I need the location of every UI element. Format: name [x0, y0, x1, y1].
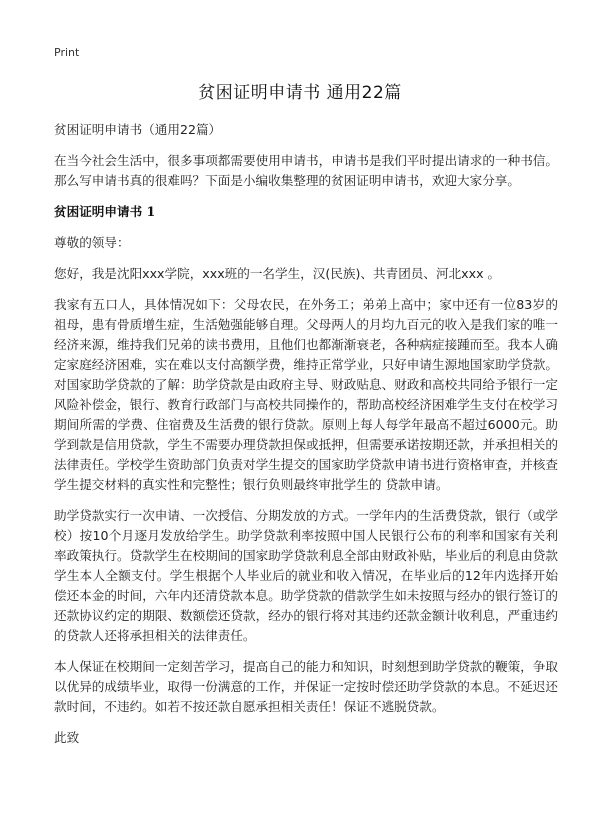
intro-paragraph: 在当今社会生活中，很多事项都需要使用申请书，申请书是我们平时提出请求的一种书信。那么写申请书真的很难吗？下面是小编收集整理的贫困证明申请书，欢迎大家分享。: [54, 153, 558, 188]
document-body: [54, 120, 558, 759]
page-title: 贫困证明申请书 通用22篇: [198, 83, 402, 103]
paragraph-self-intro: 您好，我是沈阳xxx学院，xxx班的一名学生，汉(民族)、共青团员、河北xxx 。: [54, 266, 501, 281]
document-subtitle: 贫困证明申请书（通用22篇）: [54, 122, 222, 137]
salutation: 尊敬的领导：: [54, 235, 130, 250]
paragraph-pledge: 本人保证在校期间一定刻苦学习，提高自己的能力和知识，时刻想到助学贷款的鞭策，争取以优异的成绩毕业，取得一份满意的工作，并保证一定按时偿还助学贷款的本息。不延迟还款时间，不违约。如若不按还款自愿承担相关责任！保证不逃脱贷款。: [54, 659, 558, 714]
paragraph-family-situation: 我家有五口人，具体情况如下：父母农民，在外务工；弟弟上高中；家中还有一位83岁的祖母，患有骨质增生症，生活勉强能够自理。父母两人的月均九百元的收入是我们家的唯一经济来源，维持我们兄弟的读书费用，且他们也都渐渐衰老，各种病症接踵而至。我本人确定家庭经济困难，实在难以支付高额学费，维持正常学业，只好申请生源地国家助学贷款。对国家助学贷款的了解：助学贷款是由政府主导、财政贴息、财政和高校共同给予银行一定风险补偿金，银行、教育行政部门与高校共同操作的，帮助高校经济困难学生支付在校学习期间所需的学费、住宿费及生活费的银行贷款。原则上每人每学年最高不超过6000元。助学到款是信用贷款，学生不需要办理贷款担保或抵押，但需要承诺按期还款，并承担相关的法律责任。学校学生资助部门负责对学生提交的国家助学贷款申请书进行资格审查，并核查学生提交材料的真实性和完整性；银行负则最终审批学生的 贷款申请。: [54, 297, 558, 492]
paragraph-loan-terms: 助学贷款实行一次申请、一次授信、分期发放的方式。一学年内的生活费贷款，银行（或学校）按10个月逐月发放给学生。助学贷款利率按照中国人民银行公布的利率和国家有关利率政策执行。贷款学生在校期间的国家助学贷款利息全部由财政补贴，毕业后的利息由贷款学生本人全额支付。学生根据个人毕业后的就业和收入情况，在毕业后的12年内选择开始偿还本金的时间，六年内还清贷款本息。助学贷款的借款学生如未按照与经办的银行签订的还款协议约定的期限、数额偿还贷款，经办的银行将对其违约还款金额计收利息，严重违约的贷款人还将承担相关的法律责任。: [54, 508, 558, 643]
section-heading: 贫困证明申请书 1: [54, 204, 156, 219]
print-link[interactable]: Print: [54, 46, 80, 59]
closing: 此致: [54, 730, 80, 745]
